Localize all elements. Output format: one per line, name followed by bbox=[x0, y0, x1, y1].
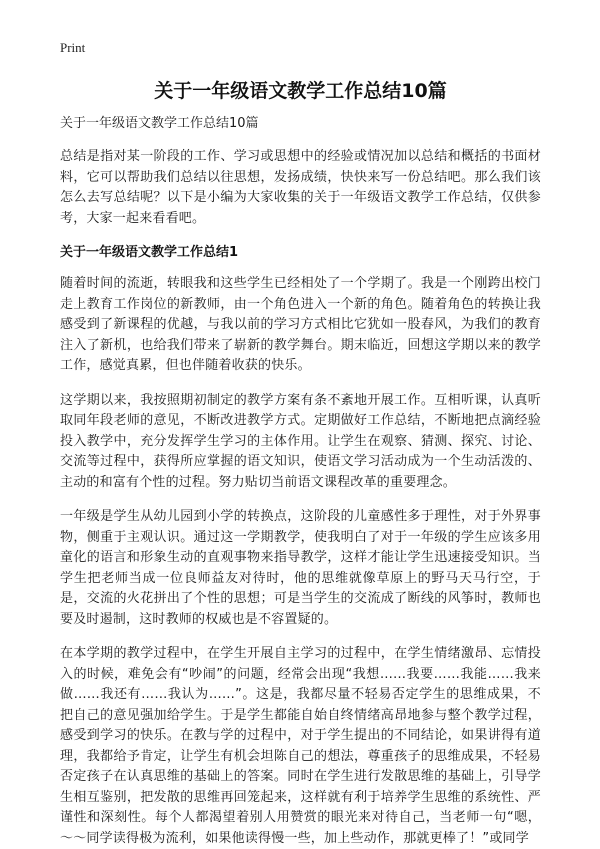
document-title: 关于一年级语文教学工作总结10篇 bbox=[154, 80, 447, 102]
intro-paragraph: 总结是指对某一阶段的工作、学习或思想中的经验或情况加以总结和概括的书面材料，它可以帮助我们总结以往思想，发扬成绩，快快来写一份总结吧。那么我们该怎么去写总结呢？以下是小编为大家收集的关于一年级语文教学工作总结，仅供参考，大家一起来看看吧。 bbox=[60, 149, 541, 226]
document-subtitle: 关于一年级语文教学工作总结10篇 bbox=[60, 116, 259, 131]
body-paragraph-3: 一年级是学生从幼儿园到小学的转换点，这阶段的儿童感性多于理性，对于外界事物，侧重于主观认识。通过这一学期教学，使我明白了对于一年级的学生应该多用童化的语言和形象生动的直观事物来指导教学，这样才能让学生迅速接受知识。当学生把老师当成一位良师益友对待时，他的思维就像草原上的野马天马行空，于是，交流的火花拼出了个性的思想；可是当学生的交流成了断线的风筝时，教师也要及时遏制，这时教师的权威也是不容置疑的。 bbox=[60, 509, 541, 627]
body-paragraph-2: 这学期以来，我按照期初制定的教学方案有条不紊地开展工作。互相听课，认真听取同年段老师的意见，不断改进教学方式。定期做好工作总结，不断地把点滴经验投入教学中，充分发挥学生学习的主体作用。让学生在观察、猜测、探究、讨论、交流等过程中，获得所应掌握的语文知识，使语文学习活动成为一个生动活泼的、主动的和富有个性的过程。努力贴切当前语文课程改革的重要理念。 bbox=[60, 392, 541, 490]
print-link[interactable]: Print bbox=[60, 40, 86, 55]
body-paragraph-4: 在本学期的教学过程中，在学生开展自主学习的过程中，在学生情绪激昂、忘情投入的时候，难免会有“吵闹”的问题，经常会出现“我想……我要……我能……我来做……我还有……我认为……”。这是，我都尽量不轻易否定学生的思维成果，不把自己的意见强加给学生。于是学生都能自始自终情绪高昂地参与整个教学过程，感受到学习的快乐。在教与学的过程中，对于学生提出的不同结论，如果讲得有道理，我都给予肯定，让学生有机会坦陈自己的想法，尊重孩子的思维成果，不轻易否定孩子在认真思维的基础上的答案。同时在学生进行发散思维的基础上，引导学生相互鉴别，把发散的思维再回笼起来，这样就有利于培养学生思维的系统性、严谨性和深刻性。每个人都渴望着别人用赞赏的眼光来对待自己，当老师一句“嗯，～～同学读得极为流利，如果他读得慢一些，加上些动作，那就更棒了！”或同学 bbox=[60, 646, 541, 846]
body-paragraph-1: 随着时间的流逝，转眼我和这些学生已经相处了一个学期了。我是一个刚跨出校门走上教育工作岗位的新教师，由一个角色进入一个新的角色。随着角色的转换让我感受到了新课程的优越，与我以前的学习方式相比它犹如一股春风，为我们的教育注入了新机，也给我们带来了崭新的教学舞台。期末临近，回想这学期以来的教学工作，感觉真累，但也伴随着收获的快乐。 bbox=[60, 276, 541, 373]
section-heading: 关于一年级语文教学工作总结1 bbox=[60, 245, 239, 260]
